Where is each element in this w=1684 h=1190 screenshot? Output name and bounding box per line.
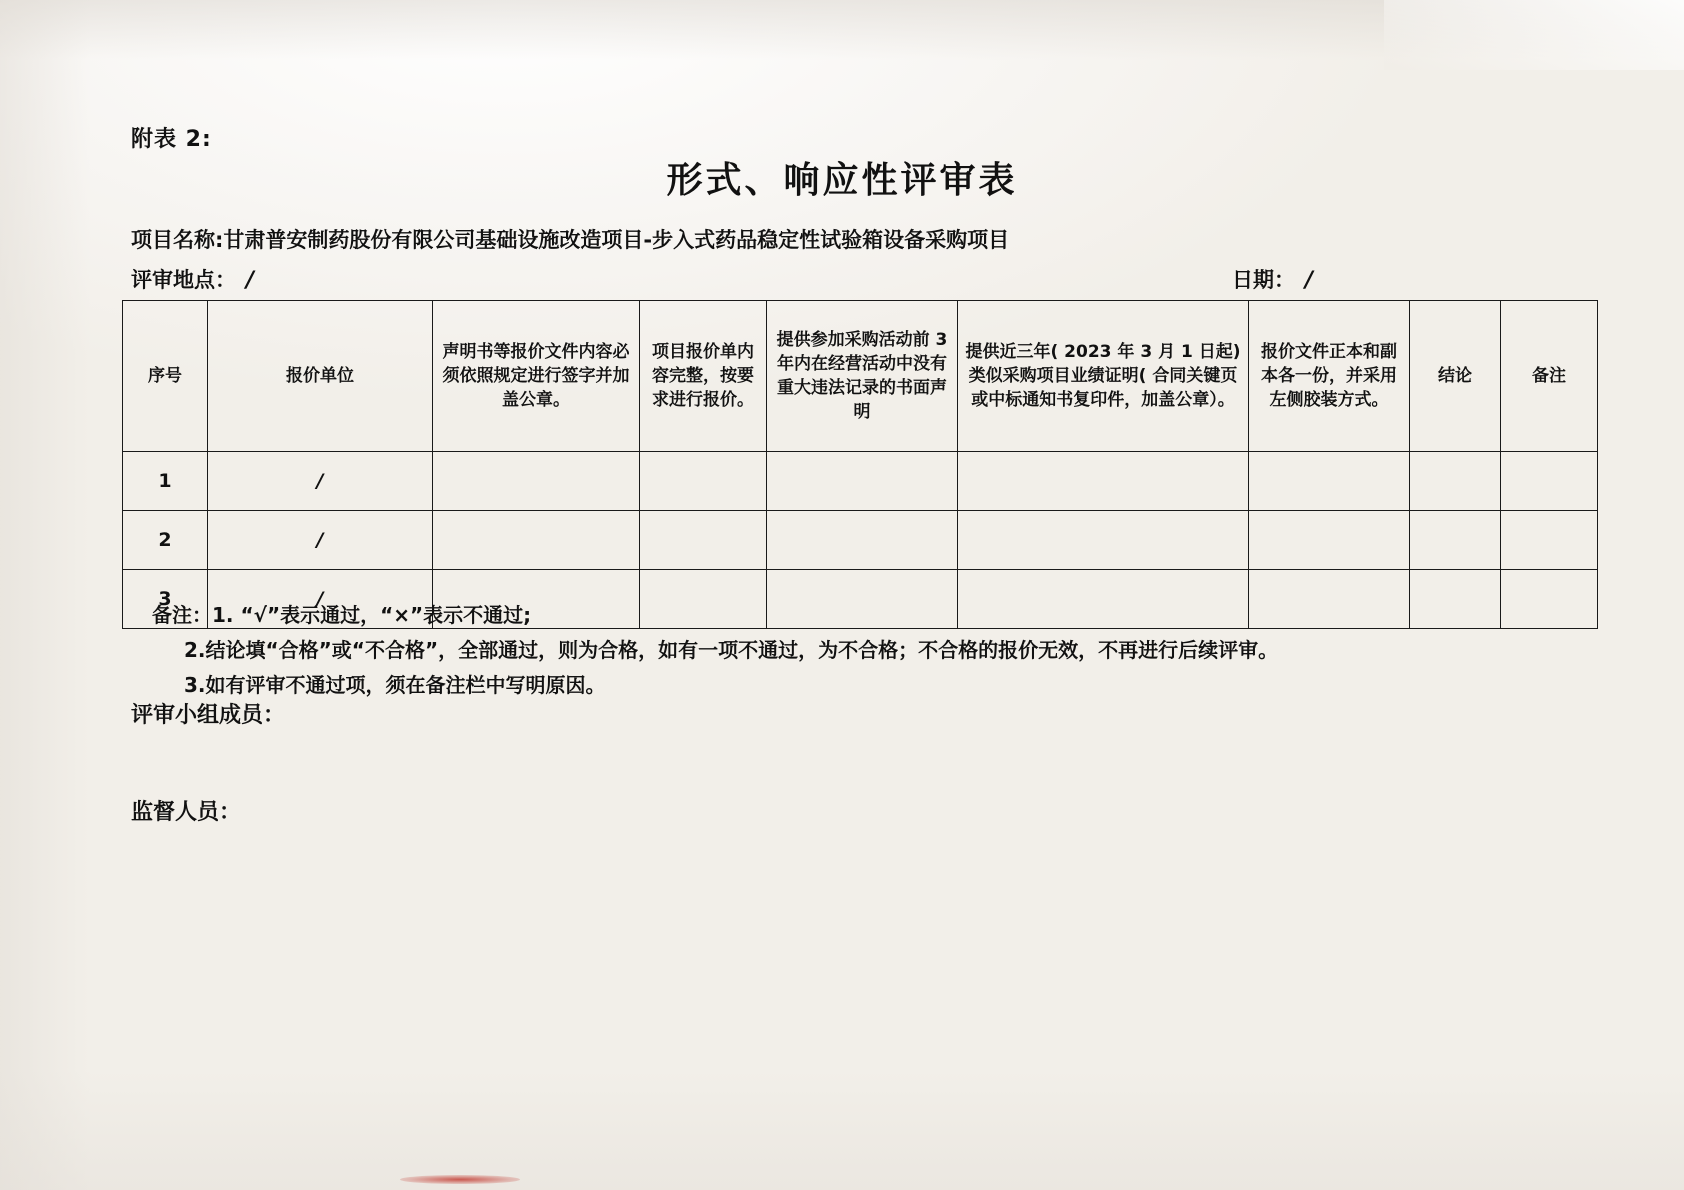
review-date-value: /: [1305, 268, 1314, 293]
cell-conclusion: [1410, 511, 1501, 570]
notes-label: 备注：: [152, 603, 212, 627]
review-place-value: /: [246, 268, 255, 293]
cell-quotation-complete: [640, 511, 767, 570]
cell-performance-proof: [958, 511, 1249, 570]
column-header-conclusion: 结论: [1410, 301, 1501, 452]
cell-no-violation: [767, 511, 958, 570]
table-head: [123, 301, 1598, 452]
review-team-members-label: 评审小组成员：: [131, 703, 286, 728]
column-header-quotation-complete: 项目报价单内容完整，按要求进行报价。: [640, 301, 767, 452]
table-header-row: [123, 301, 1598, 452]
cell-declaration: [433, 452, 640, 511]
review-date-label: 日期：: [1232, 268, 1295, 292]
column-header-remark: 备注: [1501, 301, 1598, 452]
review-table: [122, 300, 1598, 629]
cell-conclusion: [1410, 452, 1501, 511]
supervisor-label: 监督人员：: [131, 800, 242, 825]
cell-no: 1: [123, 452, 208, 511]
column-header-no: 序号: [123, 301, 208, 452]
page-title: 形式、响应性评审表: [666, 159, 1018, 201]
table-row: [123, 452, 1598, 511]
project-name-value: 甘肃普安制药股份有限公司基础设施改造项目-步入式药品稳定性试验箱设备采购项目: [223, 228, 1010, 252]
cell-unit: /: [208, 570, 433, 629]
notes-text-1: 1. “√”表示通过，“×”表示不通过;: [212, 603, 532, 627]
column-header-performance-proof: 提供近三年( 2023 年 3 月 1 日起)类似采购项目业绩证明( 合同关键页或中标通知书复印件，加盖公章）。: [958, 301, 1249, 452]
cell-remark: [1501, 570, 1598, 629]
project-name-label: 项目名称:: [131, 228, 224, 252]
cell-no-violation: [767, 452, 958, 511]
cell-unit: /: [208, 452, 433, 511]
cell-binding-format: [1249, 452, 1410, 511]
review-place-label: 评审地点：: [131, 268, 236, 292]
notes-line-1: [152, 598, 1492, 633]
cell-binding-format: [1249, 511, 1410, 570]
cell-remark: [1501, 452, 1598, 511]
attachment-label: 附表 2:: [131, 127, 212, 152]
cell-unit: /: [208, 511, 433, 570]
review-place-row: [131, 264, 254, 294]
cell-quotation-complete: [640, 452, 767, 511]
cell-no: 2: [123, 511, 208, 570]
notes-line-3: 3.如有评审不通过项，须在备注栏中写明原因。: [184, 673, 606, 697]
cell-remark: [1501, 511, 1598, 570]
column-header-no-violation: 提供参加采购活动前 3 年内在经营活动中没有重大违法记录的书面声明: [767, 301, 958, 452]
table-row: [123, 511, 1598, 570]
review-date-row: [1232, 264, 1313, 294]
column-header-binding-format: 报价文件正本和副本各一份，并采用左侧胶装方式。: [1249, 301, 1410, 452]
column-header-unit: 报价单位: [208, 301, 433, 452]
notes-line-2: 2.结论填“合格”或“不合格”，全部通过，则为合格，如有一项不通过，为不合格；不合格的报价无效，不再进行后续评审。: [184, 638, 1279, 662]
project-name-row: [131, 224, 1009, 254]
column-header-declaration: 声明书等报价文件内容必须依照规定进行签字并加盖公章。: [433, 301, 640, 452]
cell-declaration: [433, 511, 640, 570]
notes-block: [152, 598, 1492, 703]
cell-performance-proof: [958, 452, 1249, 511]
cell-no: 3: [123, 570, 208, 629]
